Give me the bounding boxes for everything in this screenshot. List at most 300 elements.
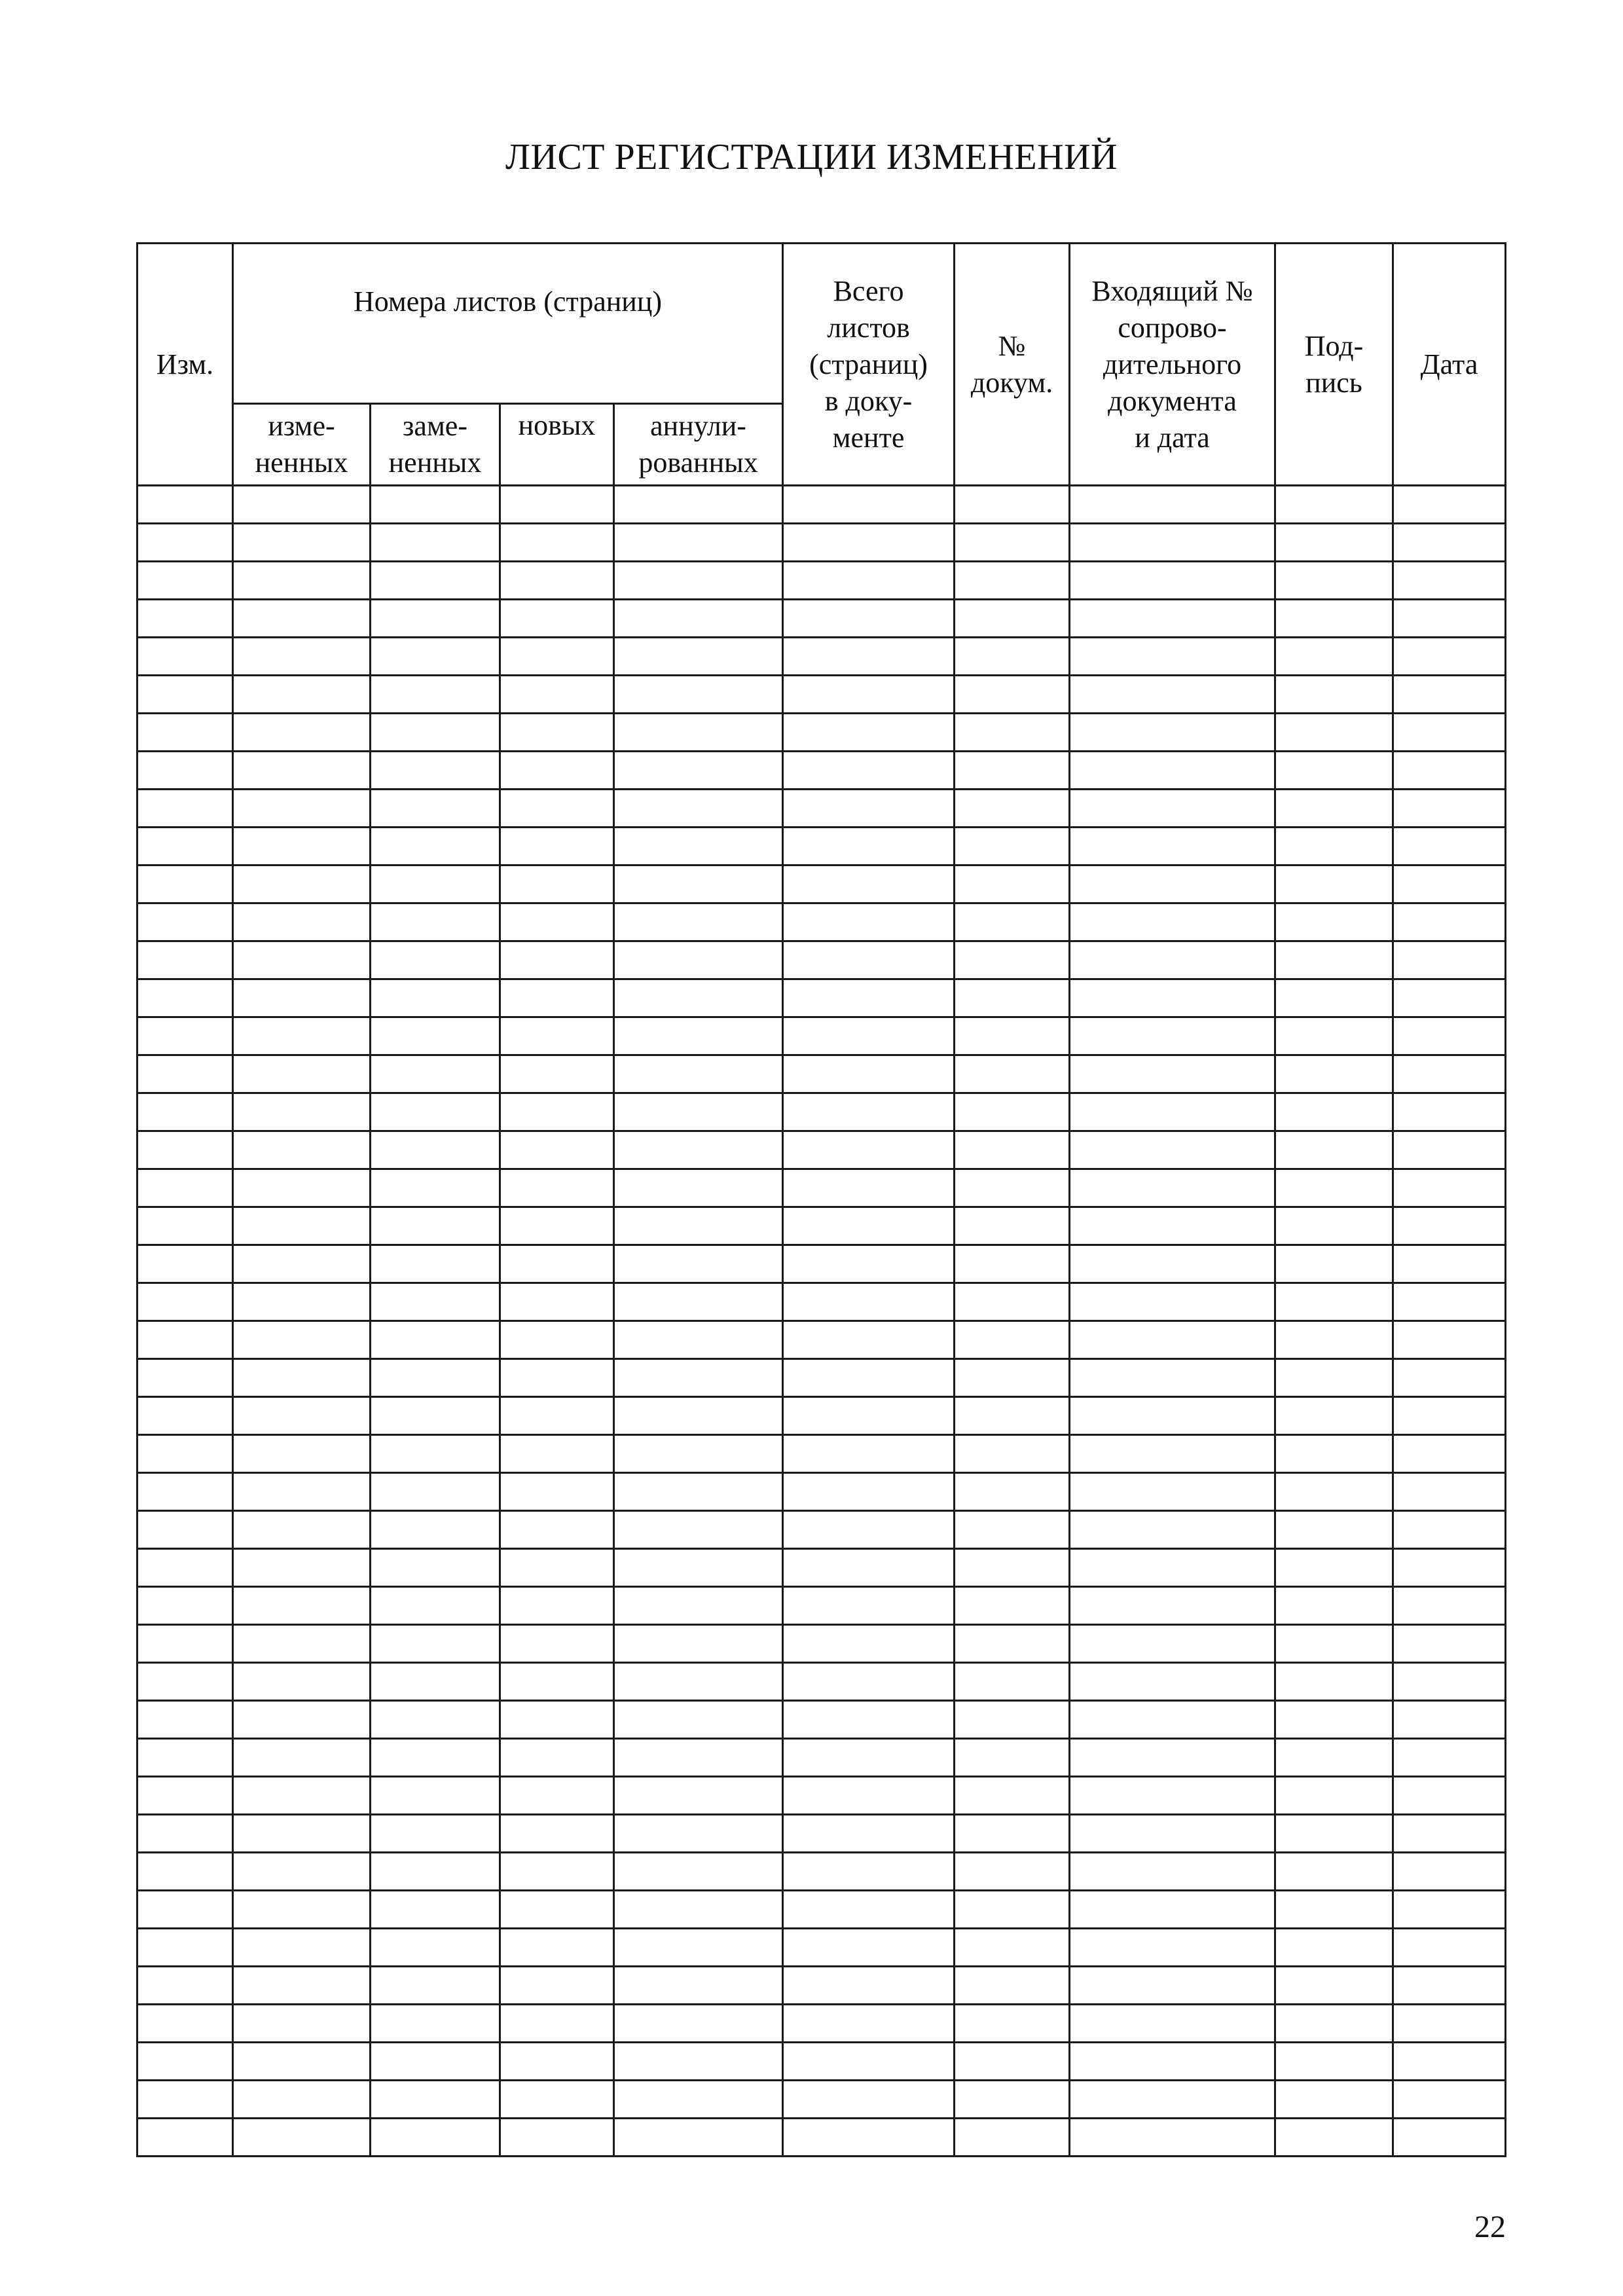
table-cell[interactable] (1275, 1397, 1393, 1435)
table-cell[interactable] (500, 1169, 614, 1207)
table-cell[interactable] (614, 790, 783, 828)
table-cell[interactable] (371, 1663, 500, 1701)
table-cell[interactable] (137, 638, 233, 676)
table-cell[interactable] (233, 1359, 371, 1397)
table-cell[interactable] (137, 1473, 233, 1511)
table-cell[interactable] (233, 1967, 371, 2005)
table-cell[interactable] (1070, 676, 1275, 714)
table-cell[interactable] (955, 979, 1070, 1017)
table-cell[interactable] (233, 676, 371, 714)
table-cell[interactable] (783, 1093, 955, 1131)
table-cell[interactable] (1070, 1435, 1275, 1473)
table-cell[interactable] (500, 1397, 614, 1435)
table-cell[interactable] (233, 600, 371, 638)
table-cell[interactable] (1275, 866, 1393, 903)
table-cell[interactable] (500, 1131, 614, 1169)
table-cell[interactable] (783, 1359, 955, 1397)
table-cell[interactable] (500, 676, 614, 714)
table-cell[interactable] (955, 1435, 1070, 1473)
table-cell[interactable] (1070, 1967, 1275, 2005)
table-cell[interactable] (1275, 1853, 1393, 1891)
table-cell[interactable] (500, 638, 614, 676)
table-cell[interactable] (1275, 1587, 1393, 1625)
table-cell[interactable] (614, 1359, 783, 1397)
table-cell[interactable] (955, 866, 1070, 903)
table-cell[interactable] (1393, 1207, 1506, 1245)
table-cell[interactable] (955, 1891, 1070, 1929)
table-cell[interactable] (1393, 1625, 1506, 1663)
table-cell[interactable] (783, 752, 955, 790)
table-cell[interactable] (1275, 562, 1393, 600)
table-cell[interactable] (233, 562, 371, 600)
table-cell[interactable] (233, 2005, 371, 2043)
table-cell[interactable] (371, 903, 500, 941)
table-cell[interactable] (955, 1473, 1070, 1511)
table-cell[interactable] (1275, 2081, 1393, 2119)
table-cell[interactable] (614, 1283, 783, 1321)
table-cell[interactable] (500, 1283, 614, 1321)
table-cell[interactable] (783, 2119, 955, 2157)
table-cell[interactable] (137, 1929, 233, 1967)
table-cell[interactable] (1393, 1435, 1506, 1473)
table-cell[interactable] (1070, 638, 1275, 676)
table-cell[interactable] (1393, 1055, 1506, 1093)
table-cell[interactable] (614, 1663, 783, 1701)
table-cell[interactable] (1275, 1435, 1393, 1473)
table-cell[interactable] (1393, 524, 1506, 562)
table-cell[interactable] (233, 1625, 371, 1663)
table-cell[interactable] (371, 1359, 500, 1397)
table-cell[interactable] (500, 1739, 614, 1777)
table-cell[interactable] (137, 1701, 233, 1739)
table-cell[interactable] (137, 1131, 233, 1169)
table-cell[interactable] (1393, 676, 1506, 714)
table-cell[interactable] (1070, 828, 1275, 866)
table-cell[interactable] (233, 638, 371, 676)
table-cell[interactable] (500, 752, 614, 790)
table-cell[interactable] (1393, 752, 1506, 790)
table-cell[interactable] (500, 1017, 614, 1055)
table-cell[interactable] (955, 1625, 1070, 1663)
table-cell[interactable] (1070, 1359, 1275, 1397)
table-cell[interactable] (371, 714, 500, 752)
table-cell[interactable] (783, 866, 955, 903)
table-cell[interactable] (371, 1283, 500, 1321)
table-cell[interactable] (233, 1473, 371, 1511)
table-cell[interactable] (1393, 828, 1506, 866)
table-cell[interactable] (1070, 1853, 1275, 1891)
table-cell[interactable] (233, 714, 371, 752)
table-cell[interactable] (614, 1169, 783, 1207)
table-cell[interactable] (1393, 1549, 1506, 1587)
table-cell[interactable] (500, 1435, 614, 1473)
table-cell[interactable] (1070, 714, 1275, 752)
table-cell[interactable] (955, 1815, 1070, 1853)
table-cell[interactable] (1275, 638, 1393, 676)
table-cell[interactable] (1393, 638, 1506, 676)
table-cell[interactable] (500, 1473, 614, 1511)
table-cell[interactable] (233, 2043, 371, 2081)
table-cell[interactable] (955, 600, 1070, 638)
table-cell[interactable] (1393, 903, 1506, 941)
table-cell[interactable] (500, 1245, 614, 1283)
table-cell[interactable] (614, 1473, 783, 1511)
table-cell[interactable] (1393, 790, 1506, 828)
table-cell[interactable] (783, 1055, 955, 1093)
table-cell[interactable] (371, 979, 500, 1017)
table-cell[interactable] (137, 1017, 233, 1055)
table-cell[interactable] (371, 1739, 500, 1777)
table-cell[interactable] (1070, 903, 1275, 941)
table-cell[interactable] (137, 2005, 233, 2043)
table-cell[interactable] (233, 1283, 371, 1321)
table-cell[interactable] (1275, 2119, 1393, 2157)
table-cell[interactable] (1275, 714, 1393, 752)
table-cell[interactable] (783, 1321, 955, 1359)
table-cell[interactable] (1070, 866, 1275, 903)
table-cell[interactable] (1275, 1359, 1393, 1397)
table-cell[interactable] (1070, 941, 1275, 979)
table-cell[interactable] (137, 941, 233, 979)
table-cell[interactable] (500, 714, 614, 752)
table-cell[interactable] (955, 1511, 1070, 1549)
table-cell[interactable] (500, 1701, 614, 1739)
table-cell[interactable] (614, 1587, 783, 1625)
table-cell[interactable] (371, 1055, 500, 1093)
table-cell[interactable] (371, 1815, 500, 1853)
table-cell[interactable] (783, 1435, 955, 1473)
table-cell[interactable] (614, 2119, 783, 2157)
table-cell[interactable] (1070, 1207, 1275, 1245)
table-cell[interactable] (500, 1929, 614, 1967)
table-cell[interactable] (614, 1017, 783, 1055)
table-cell[interactable] (1393, 1169, 1506, 1207)
table-cell[interactable] (1275, 676, 1393, 714)
table-cell[interactable] (1070, 1739, 1275, 1777)
table-cell[interactable] (233, 1397, 371, 1435)
table-cell[interactable] (137, 1245, 233, 1283)
table-cell[interactable] (955, 1321, 1070, 1359)
table-cell[interactable] (955, 1017, 1070, 1055)
table-cell[interactable] (233, 828, 371, 866)
table-cell[interactable] (137, 2119, 233, 2157)
table-cell[interactable] (233, 903, 371, 941)
table-cell[interactable] (1070, 1245, 1275, 1283)
table-cell[interactable] (500, 979, 614, 1017)
table-cell[interactable] (1393, 486, 1506, 524)
table-cell[interactable] (233, 1511, 371, 1549)
table-cell[interactable] (371, 1245, 500, 1283)
table-cell[interactable] (371, 600, 500, 638)
table-cell[interactable] (614, 1245, 783, 1283)
table-cell[interactable] (233, 1891, 371, 1929)
table-cell[interactable] (1393, 1777, 1506, 1815)
table-cell[interactable] (614, 903, 783, 941)
table-cell[interactable] (614, 2081, 783, 2119)
table-cell[interactable] (137, 1777, 233, 1815)
table-cell[interactable] (783, 1169, 955, 1207)
table-cell[interactable] (500, 1321, 614, 1359)
table-cell[interactable] (783, 2005, 955, 2043)
table-cell[interactable] (1070, 1891, 1275, 1929)
table-cell[interactable] (1275, 941, 1393, 979)
table-cell[interactable] (1275, 1929, 1393, 1967)
table-cell[interactable] (1275, 790, 1393, 828)
table-cell[interactable] (1070, 486, 1275, 524)
table-cell[interactable] (955, 752, 1070, 790)
table-cell[interactable] (955, 1397, 1070, 1435)
table-cell[interactable] (233, 1321, 371, 1359)
table-cell[interactable] (955, 2005, 1070, 2043)
table-cell[interactable] (137, 1397, 233, 1435)
table-cell[interactable] (500, 2043, 614, 2081)
table-cell[interactable] (1393, 866, 1506, 903)
table-cell[interactable] (500, 486, 614, 524)
table-cell[interactable] (614, 1321, 783, 1359)
table-cell[interactable] (371, 2119, 500, 2157)
table-cell[interactable] (1070, 562, 1275, 600)
table-cell[interactable] (371, 1169, 500, 1207)
table-cell[interactable] (955, 1853, 1070, 1891)
table-cell[interactable] (955, 1131, 1070, 1169)
table-cell[interactable] (1275, 1891, 1393, 1929)
table-cell[interactable] (1275, 1473, 1393, 1511)
table-cell[interactable] (1275, 1207, 1393, 1245)
table-cell[interactable] (233, 1701, 371, 1739)
table-cell[interactable] (371, 1853, 500, 1891)
table-cell[interactable] (233, 1245, 371, 1283)
table-cell[interactable] (137, 790, 233, 828)
table-cell[interactable] (1070, 1283, 1275, 1321)
table-cell[interactable] (500, 1625, 614, 1663)
table-cell[interactable] (233, 979, 371, 1017)
table-cell[interactable] (371, 1967, 500, 2005)
table-cell[interactable] (1275, 1169, 1393, 1207)
table-cell[interactable] (371, 486, 500, 524)
table-cell[interactable] (500, 866, 614, 903)
table-cell[interactable] (371, 866, 500, 903)
table-cell[interactable] (614, 676, 783, 714)
table-cell[interactable] (371, 1625, 500, 1663)
table-cell[interactable] (783, 524, 955, 562)
table-cell[interactable] (955, 1549, 1070, 1587)
table-cell[interactable] (783, 638, 955, 676)
table-cell[interactable] (1393, 1321, 1506, 1359)
table-cell[interactable] (371, 1701, 500, 1739)
table-cell[interactable] (955, 1359, 1070, 1397)
table-cell[interactable] (614, 1853, 783, 1891)
table-cell[interactable] (614, 562, 783, 600)
table-cell[interactable] (1275, 1815, 1393, 1853)
table-cell[interactable] (1070, 1777, 1275, 1815)
table-cell[interactable] (1393, 1397, 1506, 1435)
table-cell[interactable] (783, 1701, 955, 1739)
table-cell[interactable] (614, 1131, 783, 1169)
table-cell[interactable] (1275, 1701, 1393, 1739)
table-cell[interactable] (783, 1207, 955, 1245)
table-cell[interactable] (614, 486, 783, 524)
table-cell[interactable] (783, 1245, 955, 1283)
table-cell[interactable] (137, 1093, 233, 1131)
table-cell[interactable] (371, 1131, 500, 1169)
table-cell[interactable] (500, 524, 614, 562)
table-cell[interactable] (1070, 1321, 1275, 1359)
table-cell[interactable] (1070, 1055, 1275, 1093)
table-cell[interactable] (614, 979, 783, 1017)
table-cell[interactable] (371, 2081, 500, 2119)
table-cell[interactable] (371, 1587, 500, 1625)
table-cell[interactable] (1070, 2081, 1275, 2119)
table-cell[interactable] (955, 1283, 1070, 1321)
table-cell[interactable] (233, 1663, 371, 1701)
table-cell[interactable] (371, 752, 500, 790)
table-cell[interactable] (1393, 979, 1506, 1017)
table-cell[interactable] (233, 790, 371, 828)
table-cell[interactable] (1275, 979, 1393, 1017)
table-cell[interactable] (1070, 1701, 1275, 1739)
table-cell[interactable] (614, 2043, 783, 2081)
table-cell[interactable] (955, 1169, 1070, 1207)
table-cell[interactable] (1393, 1473, 1506, 1511)
table-cell[interactable] (783, 1587, 955, 1625)
table-cell[interactable] (783, 1131, 955, 1169)
table-cell[interactable] (955, 941, 1070, 979)
table-cell[interactable] (137, 752, 233, 790)
table-cell[interactable] (783, 2043, 955, 2081)
table-cell[interactable] (1275, 1739, 1393, 1777)
table-cell[interactable] (783, 714, 955, 752)
table-cell[interactable] (955, 2043, 1070, 2081)
table-cell[interactable] (783, 1929, 955, 1967)
table-cell[interactable] (233, 1017, 371, 1055)
table-cell[interactable] (1070, 1397, 1275, 1435)
table-cell[interactable] (137, 1739, 233, 1777)
table-cell[interactable] (783, 1777, 955, 1815)
table-cell[interactable] (1275, 1549, 1393, 1587)
table-cell[interactable] (500, 1207, 614, 1245)
table-cell[interactable] (955, 1207, 1070, 1245)
table-cell[interactable] (233, 1853, 371, 1891)
table-cell[interactable] (783, 903, 955, 941)
table-cell[interactable] (371, 1511, 500, 1549)
table-cell[interactable] (371, 2005, 500, 2043)
table-cell[interactable] (137, 714, 233, 752)
table-cell[interactable] (1393, 1853, 1506, 1891)
table-cell[interactable] (500, 790, 614, 828)
table-cell[interactable] (1393, 1701, 1506, 1739)
table-cell[interactable] (955, 1777, 1070, 1815)
table-cell[interactable] (137, 903, 233, 941)
table-cell[interactable] (500, 1853, 614, 1891)
table-cell[interactable] (614, 1701, 783, 1739)
table-cell[interactable] (1275, 903, 1393, 941)
table-cell[interactable] (137, 1055, 233, 1093)
table-cell[interactable] (137, 828, 233, 866)
table-cell[interactable] (233, 1815, 371, 1853)
table-cell[interactable] (137, 1815, 233, 1853)
table-cell[interactable] (371, 1321, 500, 1359)
table-cell[interactable] (955, 1967, 1070, 2005)
table-cell[interactable] (137, 1625, 233, 1663)
table-cell[interactable] (1393, 1739, 1506, 1777)
table-cell[interactable] (500, 600, 614, 638)
table-cell[interactable] (371, 1777, 500, 1815)
table-cell[interactable] (783, 1967, 955, 2005)
table-cell[interactable] (1070, 752, 1275, 790)
table-cell[interactable] (137, 1321, 233, 1359)
table-cell[interactable] (1070, 1511, 1275, 1549)
table-cell[interactable] (955, 1739, 1070, 1777)
table-cell[interactable] (500, 2119, 614, 2157)
table-cell[interactable] (955, 714, 1070, 752)
table-cell[interactable] (1070, 1017, 1275, 1055)
table-cell[interactable] (1393, 1283, 1506, 1321)
table-cell[interactable] (1393, 1131, 1506, 1169)
table-cell[interactable] (137, 1587, 233, 1625)
table-cell[interactable] (614, 941, 783, 979)
table-cell[interactable] (783, 979, 955, 1017)
table-cell[interactable] (783, 1891, 955, 1929)
table-cell[interactable] (137, 1435, 233, 1473)
table-cell[interactable] (783, 1549, 955, 1587)
table-cell[interactable] (137, 979, 233, 1017)
table-cell[interactable] (371, 1549, 500, 1587)
table-cell[interactable] (614, 752, 783, 790)
table-cell[interactable] (783, 1511, 955, 1549)
table-cell[interactable] (371, 828, 500, 866)
table-cell[interactable] (1070, 979, 1275, 1017)
table-cell[interactable] (955, 2119, 1070, 2157)
table-cell[interactable] (233, 2081, 371, 2119)
table-cell[interactable] (371, 941, 500, 979)
table-cell[interactable] (783, 1739, 955, 1777)
table-cell[interactable] (1275, 2043, 1393, 2081)
table-cell[interactable] (371, 1207, 500, 1245)
table-cell[interactable] (371, 1397, 500, 1435)
table-cell[interactable] (614, 1093, 783, 1131)
table-cell[interactable] (137, 600, 233, 638)
table-cell[interactable] (233, 1207, 371, 1245)
table-cell[interactable] (783, 1625, 955, 1663)
table-cell[interactable] (371, 1093, 500, 1131)
table-cell[interactable] (233, 866, 371, 903)
table-cell[interactable] (137, 1169, 233, 1207)
table-cell[interactable] (1070, 1587, 1275, 1625)
table-cell[interactable] (1393, 1929, 1506, 1967)
table-cell[interactable] (500, 1587, 614, 1625)
table-cell[interactable] (371, 1017, 500, 1055)
table-cell[interactable] (137, 2043, 233, 2081)
table-cell[interactable] (783, 486, 955, 524)
table-cell[interactable] (137, 1283, 233, 1321)
table-cell[interactable] (233, 524, 371, 562)
table-cell[interactable] (233, 1131, 371, 1169)
table-cell[interactable] (1070, 1473, 1275, 1511)
table-cell[interactable] (783, 941, 955, 979)
table-cell[interactable] (371, 1473, 500, 1511)
table-cell[interactable] (500, 1967, 614, 2005)
table-cell[interactable] (955, 562, 1070, 600)
table-cell[interactable] (500, 828, 614, 866)
table-cell[interactable] (371, 790, 500, 828)
table-cell[interactable] (1275, 1625, 1393, 1663)
table-cell[interactable] (137, 866, 233, 903)
table-cell[interactable] (371, 2043, 500, 2081)
table-cell[interactable] (500, 1891, 614, 1929)
table-cell[interactable] (500, 1511, 614, 1549)
table-cell[interactable] (614, 1777, 783, 1815)
table-cell[interactable] (614, 866, 783, 903)
